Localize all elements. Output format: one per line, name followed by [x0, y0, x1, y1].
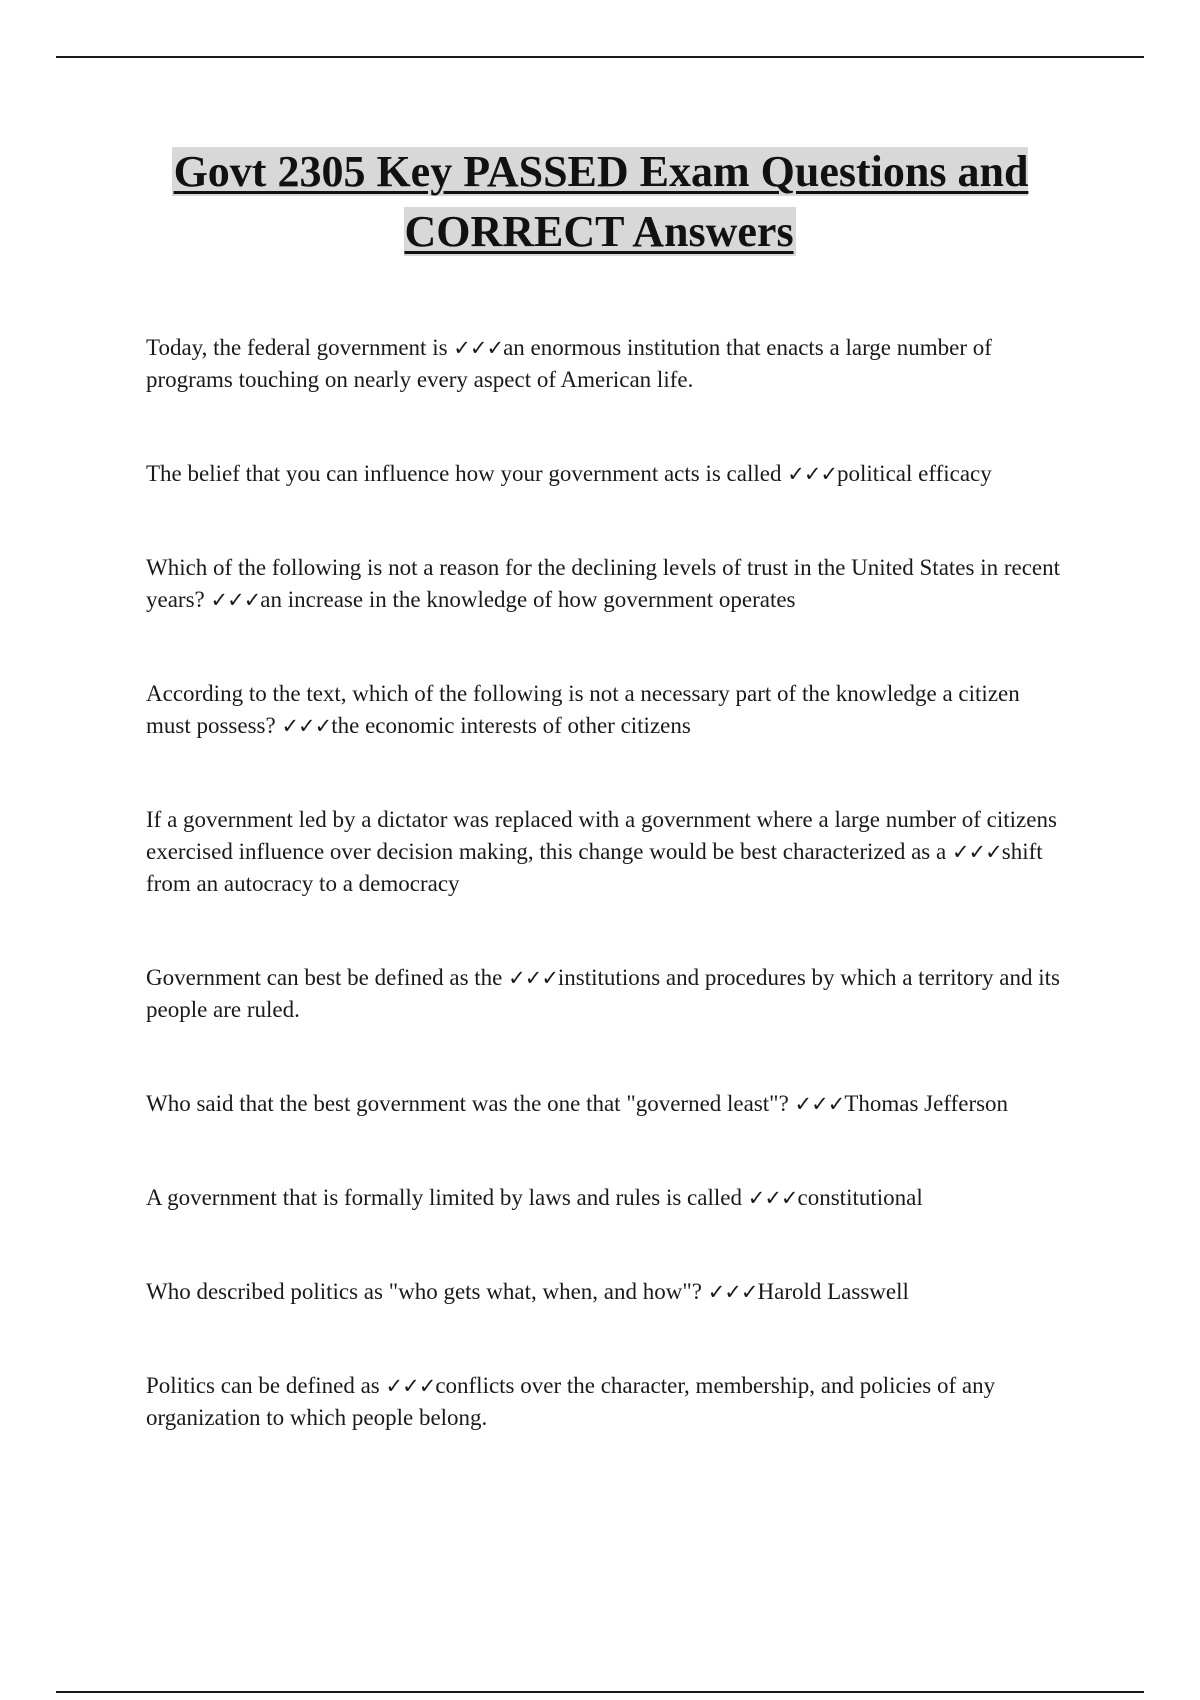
answer-text: shift from an autocracy to a democracy — [146, 839, 1043, 896]
question-text: According to the text, which of the following is not a necessary part of the knowledge a citizen must possess? — [146, 681, 1020, 738]
qa-item-3 — [146, 552, 1066, 616]
document-title-text: Govt 2305 Key PASSED Exam Questions and CORRECT Answers — [173, 147, 1029, 256]
top-rule — [56, 56, 1144, 58]
check-icon: ✓✓✓ — [210, 588, 261, 612]
question-text: Government can best be defined as the — [146, 965, 503, 990]
qa-item-6 — [146, 962, 1066, 1026]
question-text: The belief that you can influence how your government acts is called — [146, 461, 782, 486]
check-icon: ✓✓✓ — [707, 1280, 758, 1304]
bottom-rule — [56, 1691, 1144, 1693]
check-icon: ✓✓✓ — [747, 1186, 798, 1210]
answer-text: constitutional — [797, 1185, 923, 1210]
question-text: Who described politics as "who gets what, when, and how"? — [146, 1279, 702, 1304]
check-icon: ✓✓✓ — [787, 462, 838, 486]
answer-text: an increase in the knowledge of how government operates — [260, 587, 796, 612]
answer-text: Thomas Jefferson — [844, 1091, 1009, 1116]
check-icon: ✓✓✓ — [508, 966, 558, 990]
question-text: If a government led by a dictator was replaced with a government where a large number of citizens exercised influence over decision making, this change would be best characterized as a — [146, 807, 1057, 864]
question-text: Politics can be defined as — [146, 1373, 380, 1398]
qa-item-9 — [146, 1276, 1066, 1308]
question-text: Today, the federal government is — [146, 335, 448, 360]
answer-text: an enormous institution that enacts a large number of programs touching on nearly every aspect of American life. — [146, 335, 992, 392]
question-text: Which of the following is not a reason for the declining levels of trust in the United States in recent years? — [146, 555, 1061, 612]
qa-item-10 — [146, 1370, 1066, 1434]
question-text: Who said that the best government was the one that "governed least"? — [146, 1091, 789, 1116]
check-icon: ✓✓✓ — [453, 336, 504, 360]
answer-text: Harold Lasswell — [757, 1279, 909, 1304]
answer-text: political efficacy — [837, 461, 992, 486]
qa-list — [146, 332, 1066, 1434]
check-icon: ✓✓✓ — [281, 714, 332, 738]
answer-text: conflicts over the character, membership, and policies of any organization to which people belong. — [146, 1373, 996, 1430]
document-title — [140, 142, 1060, 262]
check-icon: ✓✓✓ — [385, 1374, 436, 1398]
qa-item-7 — [146, 1088, 1066, 1120]
check-icon: ✓✓✓ — [951, 840, 1002, 864]
check-icon: ✓✓✓ — [794, 1092, 845, 1116]
question-text: A government that is formally limited by laws and rules is called — [146, 1185, 742, 1210]
qa-item-5 — [146, 804, 1066, 900]
answer-text: the economic interests of other citizens — [331, 713, 691, 738]
answer-text: institutions and procedures by which a territory and its people are ruled. — [146, 965, 1060, 1022]
qa-item-4 — [146, 678, 1066, 742]
qa-item-2 — [146, 458, 1066, 490]
qa-item-1 — [146, 332, 1066, 396]
qa-item-8 — [146, 1182, 1066, 1214]
